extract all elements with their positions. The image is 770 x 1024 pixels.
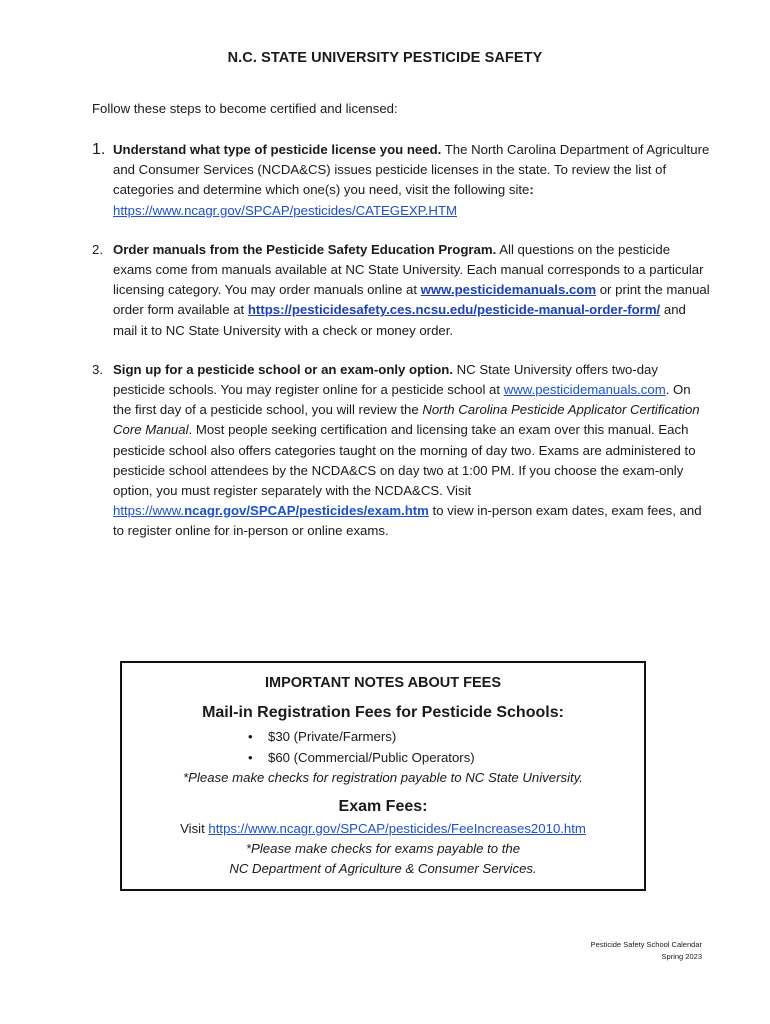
step-heading: Understand what type of pesticide license you need. — [113, 142, 442, 157]
exam-link[interactable] — [113, 503, 429, 518]
visit-label: Visit — [180, 821, 209, 836]
footer-line-1: Pesticide Safety School Calendar — [590, 940, 702, 949]
page-title: N.C. STATE UNIVERSITY PESTICIDE SAFETY — [227, 50, 543, 66]
page-footer — [591, 939, 702, 963]
step-text: All questions on the pesticide exams come from manuals available at NC State University. Each manual corresponds to a particular licensing category. You may order manuals online at — [113, 241, 704, 298]
exam-note-line-2: NC Department of Agriculture & Consumer Services. — [229, 861, 537, 876]
exam-note-line-1: *Please make checks for exams payable to the — [245, 841, 521, 856]
step-text: and mail it to NC State University with a check or money order. — [113, 302, 686, 338]
step-text: NC State University offers two-day pesticide schools. You may register online for a pesticide school at — [113, 361, 658, 398]
pesticide-manuals-link[interactable]: www.pesticidemanuals.com — [503, 382, 666, 398]
fee-item: $60 (Commercial/Public Operators) — [268, 749, 475, 765]
fee-increases-link[interactable]: https://www.ncagr.gov/SPCAP/pesticides/FeeIncreases2010.htm — [208, 821, 586, 836]
step-number: 2. — [92, 241, 103, 257]
mail-in-fees-heading: Mail-in Registration Fees for Pesticide Schools: — [202, 704, 564, 721]
exam-link-path: ncagr.gov/SPCAP/pesticides/exam.htm — [184, 503, 429, 519]
intro-text: Follow these steps to become certified and licensed: — [92, 101, 398, 116]
step-text: to view in-person exam dates, exam fees, and to register online for in-person or online exams. — [113, 503, 702, 539]
categories-link[interactable]: https://www.ncagr.gov/SPCAP/pesticides/CATEGEXP.HTM — [113, 202, 457, 218]
core-manual-title: North Carolina Pesticide Applicator Certification Core Manual — [113, 402, 700, 438]
fee-item: $30 (Private/Farmers) — [268, 729, 397, 744]
step-text: or print the manual order form available at — [113, 282, 710, 318]
step-number: 3. — [92, 361, 103, 377]
step-text: . Most people seeking certification and licensing take an exam over this manual. Each pesticide school also offers categories taught on the morning of day two. Exams are administered to pesticide school attendees by the NCDA&CS on day two at 1:00 PM. If you choose the exam-only option, you must register separately with the NCDA&CS. Visit — [113, 422, 696, 499]
step-heading: Sign up for a pesticide school or an exam-only option. — [113, 361, 453, 377]
fees-box — [120, 661, 646, 891]
mail-in-note: *Please make checks for registration payable to NC State University. — [183, 770, 583, 785]
step-2 — [92, 240, 710, 341]
fees-title: IMPORTANT NOTES ABOUT FEES — [264, 675, 502, 691]
fee-list — [122, 727, 644, 768]
step-body — [113, 140, 710, 221]
step-3 — [92, 360, 710, 542]
step-heading: Order manuals from the Pesticide Safety Education Program. — [113, 241, 497, 257]
manual-order-form-link[interactable]: https://pesticidesafety.ces.ncsu.edu/pesticide-manual-order-form/ — [247, 302, 661, 318]
exam-link-prefix: https://www. — [113, 503, 185, 519]
list-item — [248, 748, 644, 769]
exam-fees-line — [122, 818, 644, 839]
step-number: 1. — [92, 141, 106, 158]
step-body — [113, 240, 710, 341]
list-item — [248, 727, 644, 748]
colon: : — [529, 182, 534, 198]
step-text: The North Carolina Department of Agriculture and Consumer Services (NCDA&CS) issues pesticide licenses in the state. To review the list of categories and determine which one(s) you need, visit the following site — [113, 142, 710, 198]
pesticide-manuals-link[interactable]: www.pesticidemanuals.com — [420, 282, 597, 298]
step-body — [113, 360, 710, 542]
step-text: . On the first day of a pesticide school, you will review the — [113, 382, 691, 418]
bullet-icon: • — [248, 729, 253, 744]
step-1 — [92, 140, 710, 221]
footer-line-2: Spring 2023 — [661, 952, 702, 961]
steps-list — [92, 140, 710, 542]
bullet-icon: • — [248, 749, 253, 765]
exam-fees-heading: Exam Fees: — [338, 798, 428, 815]
